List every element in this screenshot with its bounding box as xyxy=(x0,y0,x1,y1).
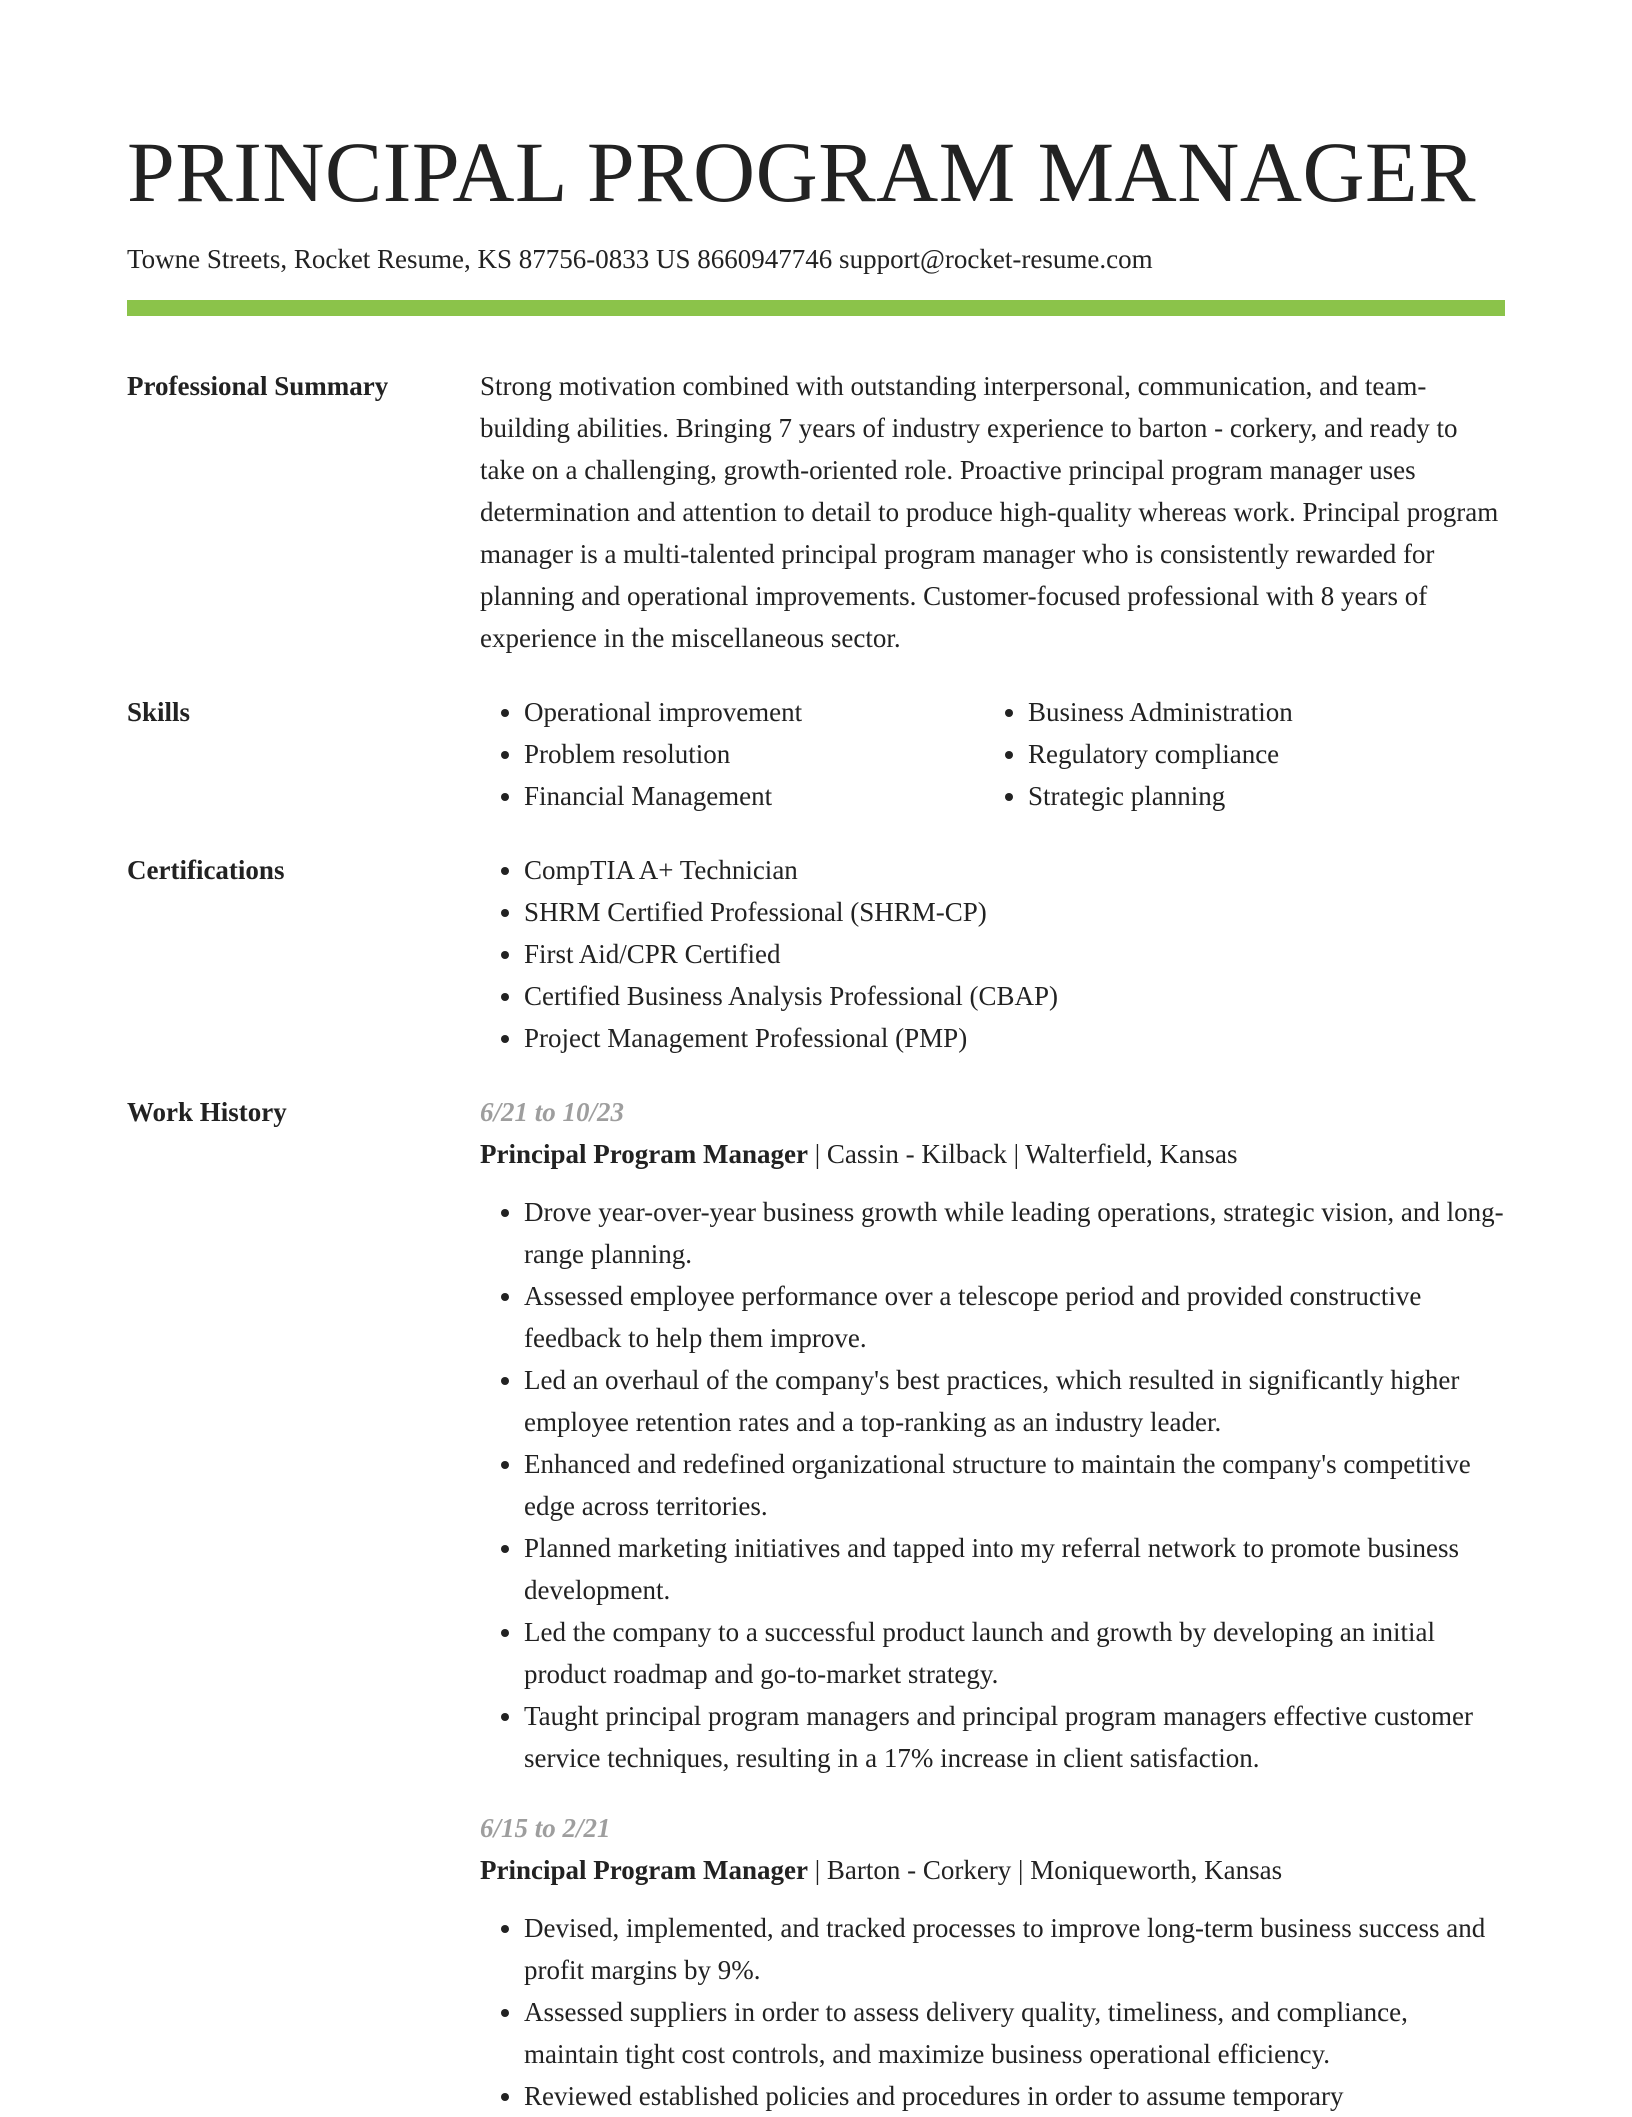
certification-item: • Project Management Professional (PMP) xyxy=(524,1017,1505,1059)
job-title: Principal Program Manager xyxy=(480,1139,808,1169)
job-heading xyxy=(480,1849,1505,1891)
certifications-list xyxy=(480,849,1505,1059)
certification-item: • Certified Business Analysis Professional (CBAP) xyxy=(524,975,1505,1017)
separator: | xyxy=(1011,1855,1031,1885)
work-history-section xyxy=(127,1091,1505,2117)
job-bullet: • Drove year-over-year business growth while leading operations, strategic vision, and long-range planning. xyxy=(524,1191,1505,1275)
job-entry xyxy=(480,1091,1505,1779)
contact-line: Towne Streets, Rocket Resume, KS 87756-0833 US 8660947746 support@rocket-resume.com xyxy=(127,244,1153,274)
job-entry xyxy=(480,1807,1505,2117)
certification-item: • CompTIA A+ Technician xyxy=(524,849,1505,891)
job-location: Walterfield, Kansas xyxy=(1025,1139,1238,1169)
separator: | xyxy=(807,1139,827,1169)
job-bullet: • Assessed suppliers in order to assess delivery quality, timeliness, and compliance, maintain tight cost controls, and maximize business operational efficiency. xyxy=(524,1991,1505,2075)
resume-page xyxy=(127,0,1505,2117)
skill-item: • Problem resolution xyxy=(524,733,984,775)
job-company: Barton - Corkery xyxy=(826,1855,1012,1885)
job-bullet: • Taught principal program managers and principal program managers effective customer service techniques, resulting in a 17% increase in client satisfaction. xyxy=(524,1695,1505,1779)
section-label: Skills xyxy=(127,697,191,727)
work-history-body xyxy=(480,1091,1505,2117)
job-bullet: • Enhanced and redefined organizational structure to maintain the company's competitive edge across territories. xyxy=(524,1443,1505,1527)
skill-item: • Business Administration xyxy=(1028,691,1505,733)
job-heading xyxy=(480,1133,1505,1175)
separator: | xyxy=(807,1855,827,1885)
certifications-section xyxy=(127,849,1505,1059)
section-label: Professional Summary xyxy=(127,371,389,401)
section-label: Certifications xyxy=(127,855,285,885)
job-company: Cassin - Kilback xyxy=(826,1139,1007,1169)
candidate-name: PRINCIPAL PROGRAM MANAGER xyxy=(127,124,1476,220)
skill-item: • Regulatory compliance xyxy=(1028,733,1505,775)
certifications-list-wrap xyxy=(480,849,1505,1059)
job-title: Principal Program Manager xyxy=(480,1855,808,1885)
job-bullet: • Led the company to a successful product launch and growth by developing an initial product roadmap and go-to-market strategy. xyxy=(524,1611,1505,1695)
skills-column xyxy=(984,691,1505,817)
job-bullet: • Devised, implemented, and tracked processes to improve long-term business success and profit margins by 9%. xyxy=(524,1907,1505,1991)
skill-item: • Operational improvement xyxy=(524,691,984,733)
section-label: Work History xyxy=(127,1097,287,1127)
job-bullet: • Reviewed established policies and procedures in order to assume temporary xyxy=(524,2075,1505,2117)
summary-text: Strong motivation combined with outstanding interpersonal, communication, and team-building abilities. Bringing 7 years of industry experience to barton - corkery, and ready to take on a challenging, growth-oriented role. Proactive principal program manager uses determination and attention to detail to produce high-quality whereas work. Principal program manager is a multi-talented principal program manager who is consistently rewarded for planning and operational improvements. Customer-focused professional with 8 years of experience in the miscellaneous sector. xyxy=(480,371,1499,653)
job-bullets xyxy=(480,1907,1505,2117)
skills-grid xyxy=(480,691,1505,817)
skills-section xyxy=(127,691,1505,817)
accent-divider xyxy=(127,300,1505,316)
certification-item: • First Aid/CPR Certified xyxy=(524,933,1505,975)
job-bullet: • Assessed employee performance over a telescope period and provided constructive feedback to help them improve. xyxy=(524,1275,1505,1359)
skill-item: • Financial Management xyxy=(524,775,984,817)
job-bullets xyxy=(480,1191,1505,1779)
skills-column xyxy=(480,691,984,817)
separator: | xyxy=(1006,1139,1026,1169)
certification-item: • SHRM Certified Professional (SHRM-CP) xyxy=(524,891,1505,933)
summary-section xyxy=(127,365,1505,659)
job-bullet: • Led an overhaul of the company's best practices, which resulted in significantly higher employee retention rates and a top-ranking as an industry leader. xyxy=(524,1359,1505,1443)
job-dates: 6/15 to 2/21 xyxy=(480,1813,611,1843)
skill-item: • Strategic planning xyxy=(1028,775,1505,817)
job-location: Moniqueworth, Kansas xyxy=(1030,1855,1283,1885)
job-dates: 6/21 to 10/23 xyxy=(480,1097,625,1127)
job-bullet: • Planned marketing initiatives and tapped into my referral network to promote business development. xyxy=(524,1527,1505,1611)
